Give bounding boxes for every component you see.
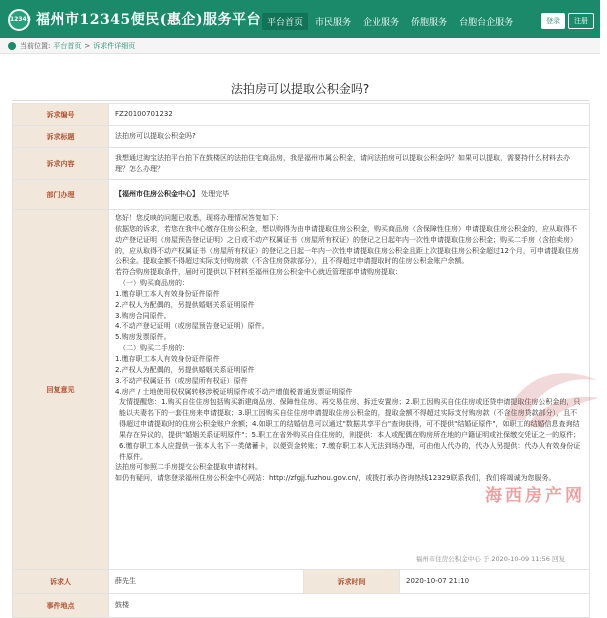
breadcrumb-prefix: 当前位置:: [20, 42, 51, 50]
nav-item-enterprise[interactable]: 企业服务: [363, 18, 400, 28]
appeal-detail-table: [12, 103, 590, 618]
reply-line: 2.产权人为配偶的，另提供婚姻关系证明原件: [115, 300, 255, 309]
watermark-text: 海西房产网: [485, 486, 585, 506]
dept-value: [109, 180, 590, 210]
reply-line: 依据您的诉求，若您在我中心缴存住房公积金，想以购得为由申请提取住房公积金，购买商品房（含保障性住房）申请提取住房公积金的，应从取得不动产登记证明（房屋预告登记证明）之日或不动产权属证书（房屋所有权证）的登记之日起年内一次性申请提取住房公积金；购买二手房（含拍卖房）的，应从取得不动产权属证书（房屋所有权证）的登记之日起一年内一次性申请提取住房公积金且距上次提取住房公积金超过12个月，可申请提取住房公积金。提取金额不得超过实际支付购房款（不含住房贷款部分），且不得超过申请提取时的住房公积金账户余额。: [115, 224, 579, 266]
time-value: 2020-10-07 21:10: [400, 570, 590, 594]
reply-line: 4.不动产登记证明（或房屋预告登记证明）原件。: [115, 322, 269, 331]
reply-line: 友情提醒您：1.购买自住住房包括购买新建商品房、保障性住房、再交易住房、拆迁安置房；2.职工因购买自住住房或还贷申请提取住房公积金的，只能以夫妻名下的一套住房来申请提取；3.职工因购买自住住房申请提取住房公积金的，提取金额不得超过实际支付购房款（不含住房贷款部分），且不得超过申请提取时的住房公积金账户余额；4.如职工的结婚信息可以通过"数据共享平台"查询获得，可不提供"结婚证原件"，如职工的结婚信息查询结果存在异议的，提供"婚姻关系证明原件"；5.职工在省外购买自住住房的，则提供：本人或配偶在购房所在地的户籍证明或社保缴交凭证之一的原件；6.缴存职工本人应提供一张本人名下一类储蓄卡，以便资金转账；7.缴存职工本人无法到场办理，可由他人代办的，代办人另提供：代办人有效身份证件原件。: [119, 398, 581, 461]
nav-item-home[interactable]: 平台首页: [262, 13, 308, 30]
top-header: [0, 0, 600, 38]
breadcrumb-current[interactable]: 诉求件详细页: [93, 42, 136, 50]
row-requester: [13, 570, 590, 594]
breadcrumb-bar: [0, 38, 600, 54]
dept-status: 处理完毕: [201, 190, 230, 199]
reply-line: 1.缴存职工本人有效身份证件原件: [115, 289, 220, 298]
dept-name: 【福州市住房公积金中心】: [115, 190, 199, 199]
reply-value: [109, 210, 590, 570]
row-subject: [13, 126, 590, 148]
dept-label: 部门办理: [13, 180, 109, 210]
breadcrumb-separator: >: [84, 42, 91, 50]
page-title: 法拍房可以提取公积金吗?: [230, 82, 370, 96]
main-nav: [262, 13, 520, 30]
location-icon: [8, 42, 16, 50]
reply-line: 您好！您反映的问题已收悉，现将办理情况答复如下：: [115, 214, 283, 222]
reply-line: 法拍房可参照二手房提交公积金提取申请材料。: [115, 463, 262, 472]
subject-value: 法拍房可以提取公积金吗?: [109, 126, 590, 148]
breadcrumb-home-link[interactable]: 平台首页: [53, 42, 82, 50]
content-label: 诉求内容: [13, 148, 109, 180]
nav-item-taiwan[interactable]: 台胞台企服务: [459, 18, 514, 28]
requester-label: 诉求人: [13, 570, 109, 594]
register-button[interactable]: 注册: [568, 13, 594, 29]
reply-line: 3.购房合同原件。: [115, 311, 171, 320]
nav-item-overseas[interactable]: 侨胞服务: [411, 18, 448, 28]
reply-line: 3.不动产权属证书（或房屋所有权证）原件: [115, 376, 248, 385]
nav-item-citizen[interactable]: 市民服务: [315, 18, 352, 28]
row-dept: [13, 180, 590, 210]
reply-body: [115, 213, 583, 566]
reply-line: 如仍有疑问，请您登录福州住房公积金中心网站：http://zfgjj.fuzhou.gov.cn/，或拨打承办咨询热线12329联系我们，我们将竭诚为您服务。: [115, 474, 556, 483]
watermark-logo-icon: [497, 358, 607, 433]
time-label: 诉求时间: [304, 570, 400, 594]
row-id: [13, 104, 590, 126]
reply-label: 回复意见: [13, 210, 109, 570]
content-value: 我想通过淘宝法拍平台拍下在鼓楼区的法拍住宅商品房，我是福州市属公积金，请问法拍房可以提取公积金吗？如果可以提取，需要持什么材料去办理？怎么办理？: [109, 148, 590, 180]
site-title[interactable]: 福州市12345便民(惠企)服务平台: [36, 12, 261, 28]
requester-value: 薛先生: [109, 570, 304, 594]
reply-line: （一）购买商品房的：: [119, 279, 189, 288]
site-logo-icon[interactable]: 12345: [8, 9, 30, 31]
row-reply: [13, 210, 590, 570]
breadcrumb: [8, 41, 138, 51]
reply-line: 2.产权人为配偶的，另提供婚姻关系证明原件: [115, 365, 255, 374]
reply-signature: 福州市住房公积金中心 于 2020-10-09 11:56 回复: [415, 554, 565, 563]
location-label: 事件地点: [13, 594, 109, 618]
row-location: [13, 594, 590, 618]
id-value: FZ20100701232: [109, 104, 590, 126]
reply-line: 1.缴存职工本人有效身份证件原件: [115, 354, 220, 363]
row-content: [13, 148, 590, 180]
id-label: 诉求编号: [13, 104, 109, 126]
location-value: 鼓楼: [109, 594, 590, 618]
reply-line: 4.房产 / 土地使用权权属转移涉税证明原件或不动产增值税普通发票证明原件: [115, 387, 353, 396]
reply-line: （二）购买二手房的：: [119, 344, 189, 353]
reply-line: 若符合购房提取条件，届时可提供以下材料至福州住房公积金中心就近管理部申请购房提取：: [115, 268, 402, 277]
reply-line: 5.购房发票原件。: [115, 333, 171, 342]
title-divider: [12, 100, 590, 101]
subject-label: 诉求标题: [13, 126, 109, 148]
login-button[interactable]: 登录: [541, 13, 565, 29]
